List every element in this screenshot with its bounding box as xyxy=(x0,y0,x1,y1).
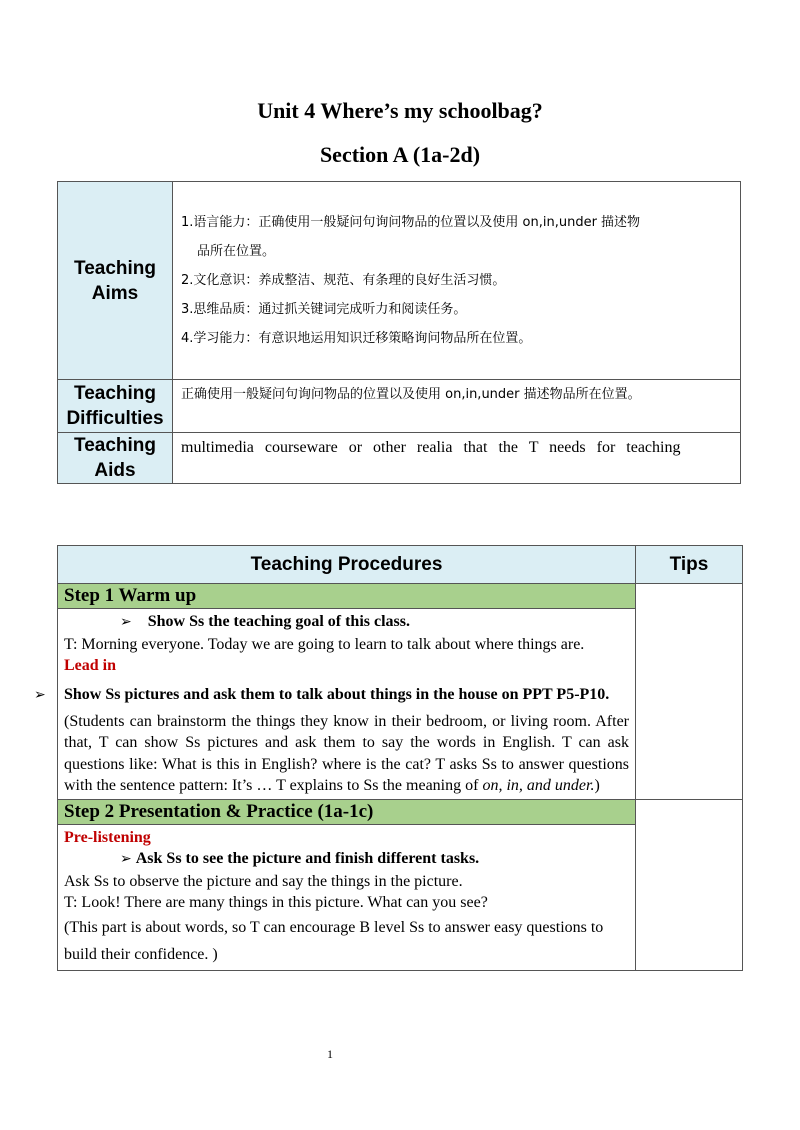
aim-item: 4.学习能力：有意识地运用知识迁移策略询问物品所在位置。 xyxy=(181,331,532,346)
arrowhead-bullet-icon: ➢ xyxy=(120,614,132,630)
step1-bullet: ➢ Show Ss the teaching goal of this class. xyxy=(120,613,410,630)
step1-dialogue: T: Morning everyone. Today we are going to learn to talk about where things are. xyxy=(64,635,585,653)
aim-item: 3.思维品质：通过抓关键词完成听力和阅读任务。 xyxy=(181,302,467,317)
step2-title: Step 2 Presentation & Practice (1a-1c) xyxy=(58,799,636,824)
unit-title: Unit 4 Where’s my schoolbag? xyxy=(257,98,543,123)
step1-title: Step 1 Warm up xyxy=(58,584,636,609)
step2-content xyxy=(58,824,636,970)
page-number: 1 xyxy=(327,1047,333,1061)
step1-tips-cell xyxy=(636,584,743,800)
step1-paragraph: (Students can brainstorm the things they know in their bedroom, or living room. After that, T can show Ss pictures and ask them to say the words in English. T can ask questions like: What is this in English? where is the cat? T asks Ss to answer questions with the sentence pattern: It’s … T explains to Ss the meaning of on, in, and under.) xyxy=(64,712,629,794)
pre-listening-heading: Pre-listening xyxy=(64,828,151,846)
arrowhead-bullet-icon: ➢ xyxy=(120,851,132,867)
step2-bullet: ➢ Ask Ss to see the picture and finish different tasks. xyxy=(120,850,480,867)
arrowhead-bullet-icon: ➢ xyxy=(34,686,46,703)
lead-in-heading: Lead in xyxy=(64,657,117,674)
teaching-aims-content xyxy=(173,182,741,380)
teaching-procedures-table xyxy=(34,545,743,971)
aim-item: 1.语言能力：正确使用一般疑问句询问物品的位置以及使用 on,in,under 描述物 品所在位置。 xyxy=(181,215,641,259)
tips-header: Tips xyxy=(636,546,743,584)
teaching-difficulties-content: 正确使用一般疑问句询问物品的位置以及使用 on,in,under 描述物品所在位置。 xyxy=(173,380,741,433)
teaching-aids-content: multimedia courseware or other realia that the T needs for teaching xyxy=(173,433,741,484)
teaching-aims-label: Teaching Aims xyxy=(58,182,173,380)
section-title: Section A (1a-2d) xyxy=(319,142,481,167)
teaching-aids-label: Teaching Aids xyxy=(58,433,173,484)
teaching-aims-table xyxy=(57,181,741,484)
aim-item: 2.文化意识：养成整洁、规范、有条理的良好生活习惯。 xyxy=(181,273,506,288)
teaching-procedures-header: Teaching Procedures xyxy=(58,546,636,584)
step1-content xyxy=(34,609,636,800)
step2-note: (This part is about words, so T can encourage B level Ss to answer easy questions to build their confidence. ) xyxy=(64,918,604,963)
lead-in-bullet: ➢ Show Ss pictures and ask them to talk about things in the house on PPT P5-P10. xyxy=(64,679,629,711)
step2-line: T: Look! There are many things in this picture. What can you see? xyxy=(64,894,488,911)
step2-tips-cell xyxy=(636,799,743,970)
teaching-difficulties-label: Teaching Difficulties xyxy=(58,380,173,433)
step2-line: Ask Ss to observe the picture and say the things in the picture. xyxy=(64,872,463,890)
